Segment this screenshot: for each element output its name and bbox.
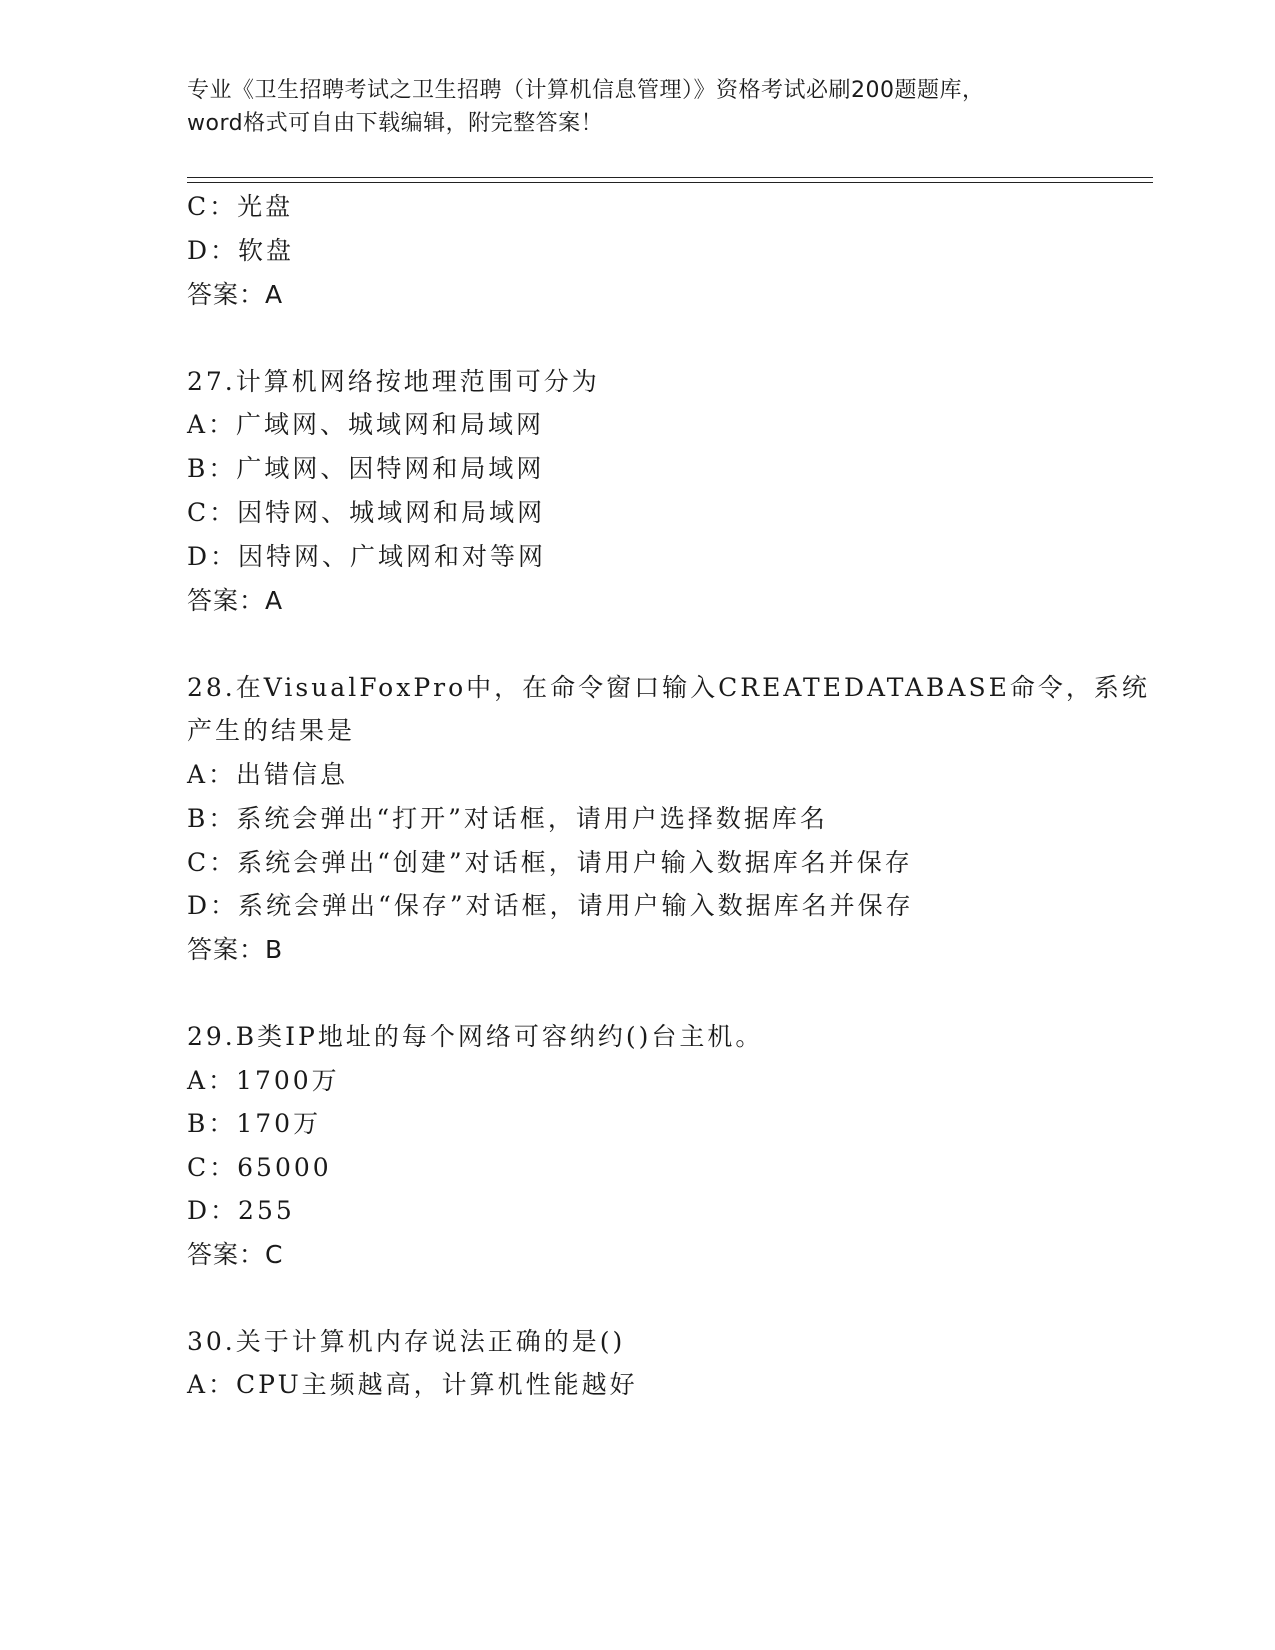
option-line: D：因特网、广域网和对等网 [187,542,547,571]
answer-line: 答案：C [187,1240,284,1269]
header-line-2: word格式可自由下载编辑，附完整答案！ [187,111,604,136]
option-line: C：因特网、城域网和局域网 [187,498,546,527]
option-line: D：系统会弹出“保存”对话框，请用户输入数据库名并保存 [187,891,914,920]
document-header [187,74,1087,140]
answer-line: 答案：A [187,586,284,615]
option-line: D：255 [187,1196,295,1225]
header-divider-bottom [187,182,1153,183]
answer-line: 答案：B [187,935,284,964]
question-stem: 29.B类IP地址的每个网络可容纳约()台主机。 [187,1022,764,1051]
option-line: A：CPU主频越高，计算机性能越好 [187,1370,638,1399]
option-line: A：出错信息 [187,760,349,789]
option-line: C：65000 [187,1153,332,1182]
option-line: C：系统会弹出“创建”对话框，请用户输入数据库名并保存 [187,848,913,877]
question-stem: 产生的结果是 [187,716,356,745]
question-stem: 28.在VisualFoxPro中，在命令窗口输入CREATEDATABASE命令，系统 [187,673,1150,702]
option-line: B：系统会弹出“打开”对话框，请用户选择数据库名 [187,804,828,833]
header-divider-top [187,177,1153,178]
question-stem: 30.关于计算机内存说法正确的是() [187,1327,626,1356]
header-line-1: 专业《卫生招聘考试之卫生招聘（计算机信息管理）》资格考试必刷200题题库， [187,78,985,103]
option-line: C：光盘 [187,192,294,221]
option-line: D：软盘 [187,236,295,265]
option-line: B：广域网、因特网和局域网 [187,454,545,483]
answer-line: 答案：A [187,280,284,309]
question-stem: 27.计算机网络按地理范围可分为 [187,367,600,396]
option-line: A：广域网、城域网和局域网 [187,410,545,439]
option-line: A：1700万 [187,1066,340,1095]
option-line: B：170万 [187,1109,322,1138]
